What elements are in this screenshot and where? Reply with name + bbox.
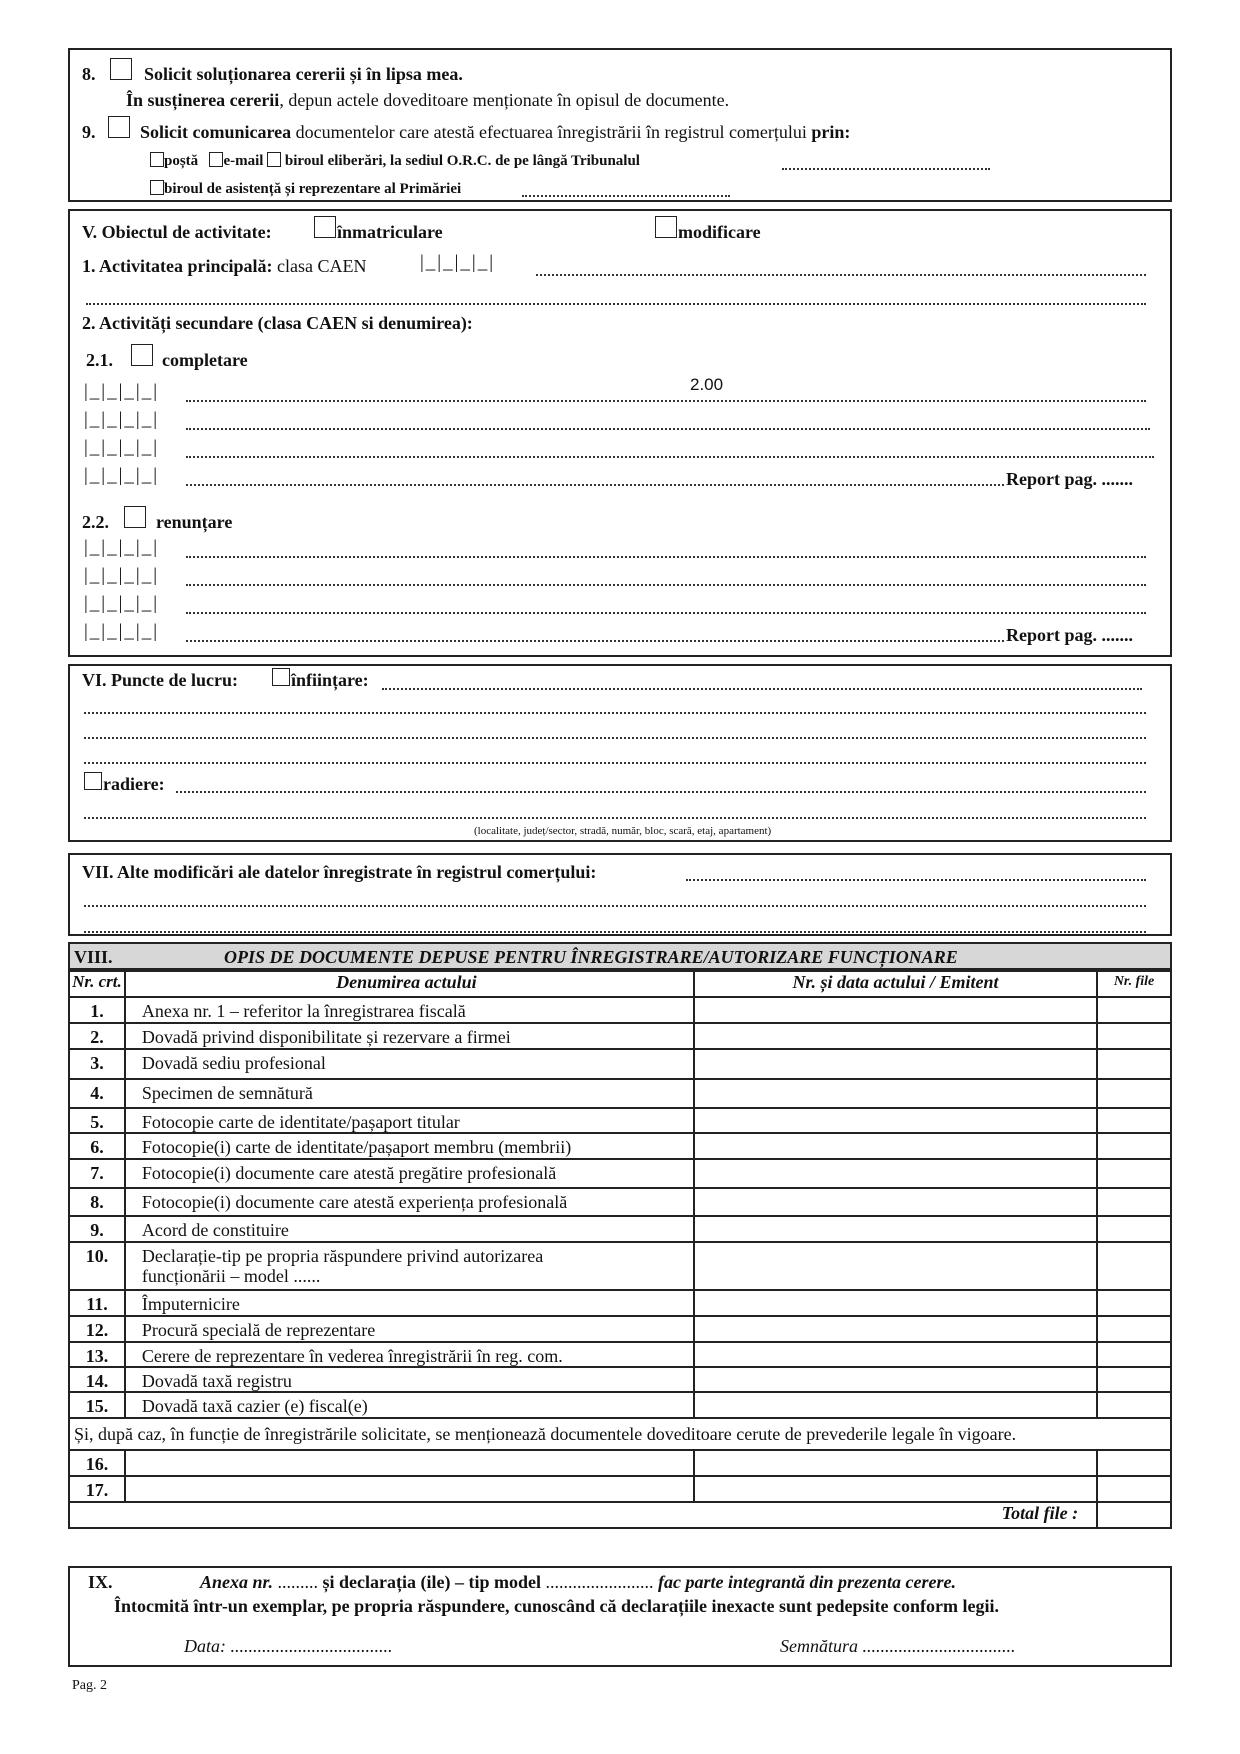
section-viii-number: VIII. xyxy=(74,947,113,967)
renuntare-checkbox[interactable] xyxy=(124,506,146,528)
table-row xyxy=(69,1049,1171,1079)
primarie-label: biroul de asistență și reprezentare al Primăriei xyxy=(164,181,462,197)
row-document-text: Împuternicire xyxy=(141,1294,240,1314)
row-document-text: Fotocopie(i) documente care atestă experiența profesională xyxy=(141,1192,568,1212)
row-number: 4. xyxy=(69,1079,125,1108)
row-act-cell[interactable] xyxy=(694,1023,1097,1049)
row-document-text: Dovadă taxă registru xyxy=(141,1371,292,1391)
row-document-name xyxy=(125,1133,694,1159)
row-file-cell[interactable] xyxy=(1097,1450,1171,1476)
extra-body xyxy=(69,1450,1171,1502)
completare-caen-1[interactable]: |_|_|_|_| xyxy=(84,381,160,402)
item8-checkbox[interactable] xyxy=(110,58,132,80)
row-number: 8. xyxy=(69,1188,125,1216)
primarie-checkbox[interactable] xyxy=(150,180,164,195)
row-number: 2. xyxy=(69,1023,125,1049)
table-row xyxy=(69,1216,1171,1242)
row-number: 16. xyxy=(69,1450,125,1476)
row-file-cell[interactable] xyxy=(1097,1079,1171,1108)
row-number: 13. xyxy=(69,1342,125,1367)
row-document-text: Dovadă privind disponibilitate și rezervare a firmei xyxy=(141,1027,511,1047)
delivery-options-row xyxy=(150,152,640,170)
row-document-name[interactable] xyxy=(125,1476,694,1502)
col-file-header: Nr. file xyxy=(1097,971,1171,997)
completare-line-4[interactable] xyxy=(186,484,1004,486)
item8-number: 8. xyxy=(82,64,96,84)
row-number: 17. xyxy=(69,1476,125,1502)
principal-name-dots-2[interactable] xyxy=(86,303,1146,305)
vii-line-3[interactable] xyxy=(84,931,1146,933)
row-act-cell[interactable] xyxy=(694,1049,1097,1079)
total-value-cell[interactable] xyxy=(1097,1502,1171,1528)
data-label: Data: xyxy=(184,1636,226,1656)
row-number: 12. xyxy=(69,1316,125,1342)
total-label: Total file : xyxy=(69,1502,1097,1528)
row-file-cell[interactable] xyxy=(1097,1476,1171,1502)
posta-label: poștă xyxy=(164,153,199,169)
note-text: Și, după caz, în funcție de înregistrările solicitate, se menționează documentele doveditoare cerute de prevederile legale în vigoare. xyxy=(69,1418,1171,1450)
row-file-cell[interactable] xyxy=(1097,1290,1171,1316)
email-checkbox[interactable] xyxy=(209,152,223,167)
principal-activity-label: 1. Activitatea principală: clasa CAEN xyxy=(82,256,367,276)
item8-support-text: În susținerea cererii, depun actele doveditoare menționate în opisul de documente. xyxy=(126,90,730,110)
row-document-name xyxy=(125,1290,694,1316)
row-file-cell[interactable] xyxy=(1097,1108,1171,1133)
row-number: 9. xyxy=(69,1216,125,1242)
section-viii-title: OPIS DE DOCUMENTE DEPUSE PENTRU ÎNREGISTRARE/AUTORIZARE FUNCȚIONARE xyxy=(224,947,958,967)
row-document-text: Fotocopie(i) carte de identitate/pașaport membru (membrii) xyxy=(141,1137,572,1157)
radiere-line-1[interactable] xyxy=(176,791,1146,793)
row-act-cell[interactable] xyxy=(694,1476,1097,1502)
semnatura-label: Semnătura xyxy=(780,1636,858,1656)
row-document-name xyxy=(125,997,694,1023)
row-act-cell[interactable] xyxy=(694,1159,1097,1188)
section-vii-title: VII. Alte modificări ale datelor înregistrate în registrul comerțului: xyxy=(82,862,597,882)
completare-line-1[interactable] xyxy=(186,400,1146,402)
row-document-text: Cerere de reprezentare în vederea înregistrării în reg. com. xyxy=(141,1346,563,1366)
row-number: 1. xyxy=(69,997,125,1023)
row-number: 6. xyxy=(69,1133,125,1159)
row-document-text: Procură specială de reprezentare xyxy=(141,1320,376,1340)
row-document-name xyxy=(125,1216,694,1242)
completare-report: Report pag. ....... xyxy=(1006,469,1133,489)
row-document-name xyxy=(125,1392,694,1418)
row-act-cell[interactable] xyxy=(694,1188,1097,1216)
row-number: 5. xyxy=(69,1108,125,1133)
row-act-cell[interactable] xyxy=(694,1342,1097,1367)
table-row xyxy=(69,1392,1171,1418)
row-document-name[interactable] xyxy=(125,1450,694,1476)
completare-value: 2.00 xyxy=(690,375,724,394)
row-document-text: Specimen de semnătură xyxy=(141,1083,313,1103)
address-hint: (localitate, județ/sector, stradă, număr, bloc, scară, etaj, apartament) xyxy=(474,825,772,837)
table-row xyxy=(69,1079,1171,1108)
modificare-label: modificare xyxy=(678,222,761,242)
radiere-checkbox[interactable] xyxy=(84,772,102,790)
infiintare-checkbox[interactable] xyxy=(272,668,290,686)
renuntare-number: 2.2. xyxy=(82,512,109,532)
item8-label: Solicit soluționarea cererii și în lipsa mea. xyxy=(144,64,463,84)
row-document-name xyxy=(125,1049,694,1079)
row-file-cell[interactable] xyxy=(1097,1367,1171,1392)
row-document-name xyxy=(125,1367,694,1392)
renuntare-caen-3[interactable]: |_|_|_|_| xyxy=(84,593,160,614)
principal-caen-input[interactable]: |_|_|_|_| xyxy=(420,252,496,273)
row-file-cell[interactable] xyxy=(1097,1049,1171,1079)
opis-header-row xyxy=(69,971,1171,997)
row-number: 14. xyxy=(69,1367,125,1392)
row-act-cell[interactable] xyxy=(694,1242,1097,1290)
row-document-text: Dovadă sediu profesional xyxy=(141,1053,326,1073)
inmatriculare-label: înmatriculare xyxy=(337,222,443,242)
row-file-cell[interactable] xyxy=(1097,1188,1171,1216)
primarie-option xyxy=(150,180,461,198)
row-file-cell[interactable] xyxy=(1097,1242,1171,1290)
infiintare-line-4[interactable] xyxy=(84,762,1146,764)
table-row xyxy=(69,1367,1171,1392)
birou-checkbox[interactable] xyxy=(267,152,281,167)
section-vi-title: VI. Puncte de lucru: xyxy=(82,670,238,690)
table-row xyxy=(69,1188,1171,1216)
infiintare-line-2[interactable] xyxy=(84,712,1146,714)
anexa-line: Anexa nr. ......... și declarația (ile) – tip model ........................ fac parte integrantă din prezenta cerere. xyxy=(200,1572,956,1592)
row-file-cell[interactable] xyxy=(1097,997,1171,1023)
item9-checkbox[interactable] xyxy=(108,116,130,138)
row-act-cell[interactable] xyxy=(694,997,1097,1023)
row-document-name xyxy=(125,1023,694,1049)
section-v-title: V. Obiectul de activitate: xyxy=(82,222,272,242)
email-label: e-mail xyxy=(223,153,264,169)
modificare-checkbox[interactable] xyxy=(655,216,677,238)
table-row xyxy=(69,1476,1171,1502)
radiere-label: radiere: xyxy=(103,774,165,794)
row-file-cell[interactable] xyxy=(1097,1342,1171,1367)
row-document-text: Declarație-tip pe propria răspundere privind autorizarea xyxy=(141,1246,544,1266)
table-row xyxy=(69,1450,1171,1476)
data-field[interactable]: Data: .................................... xyxy=(184,1636,393,1656)
row-document-name xyxy=(125,1188,694,1216)
renuntare-caen-4[interactable]: |_|_|_|_| xyxy=(84,621,160,642)
row-act-cell[interactable] xyxy=(694,1216,1097,1242)
row-file-cell[interactable] xyxy=(1097,1133,1171,1159)
opis-body xyxy=(69,997,1171,1418)
col-nr-header: Nr. crt. xyxy=(69,971,125,997)
row-act-cell[interactable] xyxy=(694,1367,1097,1392)
infiintare-line-1[interactable] xyxy=(382,688,1142,690)
completare-checkbox[interactable] xyxy=(131,344,153,366)
completare-number: 2.1. xyxy=(86,350,113,370)
completare-line-2[interactable] xyxy=(186,428,1150,430)
row-file-cell[interactable] xyxy=(1097,1392,1171,1418)
row-file-cell[interactable] xyxy=(1097,1023,1171,1049)
completare-caen-3[interactable]: |_|_|_|_| xyxy=(84,437,160,458)
note-row xyxy=(69,1418,1171,1450)
page-number: Pag. 2 xyxy=(72,1678,107,1693)
table-row xyxy=(69,1242,1171,1290)
col-den-header: Denumirea actului xyxy=(125,971,694,997)
vii-line-1[interactable] xyxy=(686,879,1146,881)
completare-caen-2[interactable]: |_|_|_|_| xyxy=(84,409,160,430)
renuntare-report: Report pag. ....... xyxy=(1006,625,1133,645)
completare-line-3[interactable] xyxy=(186,456,1154,458)
table-row xyxy=(69,1290,1171,1316)
table-row xyxy=(69,1342,1171,1367)
row-number: 7. xyxy=(69,1159,125,1188)
row-act-cell[interactable] xyxy=(694,1079,1097,1108)
row-document-name xyxy=(125,1342,694,1367)
renuntare-line-1[interactable] xyxy=(186,556,1146,558)
total-row xyxy=(69,1502,1171,1528)
row-act-cell[interactable] xyxy=(694,1316,1097,1342)
opis-table xyxy=(68,970,1172,1529)
item9-number: 9. xyxy=(82,122,96,142)
renuntare-line-3[interactable] xyxy=(186,612,1146,614)
row-act-cell[interactable] xyxy=(694,1290,1097,1316)
row-file-cell[interactable] xyxy=(1097,1316,1171,1342)
row-document-name xyxy=(125,1316,694,1342)
completare-caen-4[interactable]: |_|_|_|_| xyxy=(84,465,160,486)
tribunal-dots[interactable] xyxy=(782,168,990,170)
row-number: 10. xyxy=(69,1242,125,1290)
table-row xyxy=(69,1108,1171,1133)
row-file-cell[interactable] xyxy=(1097,1159,1171,1188)
renuntare-line-2[interactable] xyxy=(186,584,1146,586)
table-row xyxy=(69,997,1171,1023)
row-document-name xyxy=(125,1159,694,1188)
principal-name-dots[interactable] xyxy=(536,274,1146,276)
row-act-cell[interactable] xyxy=(694,1108,1097,1133)
secondary-activities-label: 2. Activități secundare (clasa CAEN si denumirea): xyxy=(82,313,473,333)
vii-line-2[interactable] xyxy=(84,905,1146,907)
row-document-text: Fotocopie(i) documente care atestă pregătire profesională xyxy=(141,1163,557,1183)
row-number: 15. xyxy=(69,1392,125,1418)
section-ix-number: IX. xyxy=(88,1572,113,1592)
row-act-cell[interactable] xyxy=(694,1450,1097,1476)
semnatura-field[interactable]: Semnătura .................................. xyxy=(780,1636,1016,1656)
row-document-name xyxy=(125,1079,694,1108)
completare-label: completare xyxy=(162,350,248,370)
posta-checkbox[interactable] xyxy=(150,152,164,167)
table-row xyxy=(69,1316,1171,1342)
row-number: 3. xyxy=(69,1049,125,1079)
row-document-text: Acord de constituire xyxy=(141,1220,289,1240)
table-row xyxy=(69,1133,1171,1159)
infiintare-line-3[interactable] xyxy=(84,737,1146,739)
row-file-cell[interactable] xyxy=(1097,1216,1171,1242)
renuntare-caen-1[interactable]: |_|_|_|_| xyxy=(84,537,160,558)
col-act-header: Nr. și data actului / Emitent xyxy=(694,971,1097,997)
row-document-text: Dovadă taxă cazier (e) fiscal(e) xyxy=(141,1396,368,1416)
row-document-text-2: funcționării – model ...... xyxy=(141,1266,321,1286)
renuntare-line-4[interactable] xyxy=(186,640,1004,642)
renuntare-caen-2[interactable]: |_|_|_|_| xyxy=(84,565,160,586)
primarie-dots[interactable] xyxy=(522,195,730,197)
row-document-name xyxy=(125,1242,694,1290)
row-document-name xyxy=(125,1108,694,1133)
renuntare-label: renunțare xyxy=(156,512,233,532)
inmatriculare-checkbox[interactable] xyxy=(314,216,336,238)
row-act-cell[interactable] xyxy=(694,1392,1097,1418)
statement: Întocmită într-un exemplar, pe propria răspundere, cunoscând că declarațiile inexacte sunt pedepsite conform legii. xyxy=(114,1596,999,1616)
table-row xyxy=(69,1023,1171,1049)
radiere-line-2[interactable] xyxy=(84,817,1146,819)
row-document-text: Anexa nr. 1 – referitor la înregistrarea fiscală xyxy=(141,1001,466,1021)
birou-label: biroul eliberări, la sediul O.R.C. de pe lângă Tribunalul xyxy=(284,153,640,169)
table-row xyxy=(69,1159,1171,1188)
infiintare-label: înființare: xyxy=(291,670,369,690)
item9-label: Solicit comunicarea documentelor care atestă efectuarea înregistrării în registrul comerțului prin: xyxy=(140,122,851,142)
row-document-text: Fotocopie carte de identitate/pașaport titular xyxy=(141,1112,460,1132)
row-act-cell[interactable] xyxy=(694,1133,1097,1159)
row-number: 11. xyxy=(69,1290,125,1316)
